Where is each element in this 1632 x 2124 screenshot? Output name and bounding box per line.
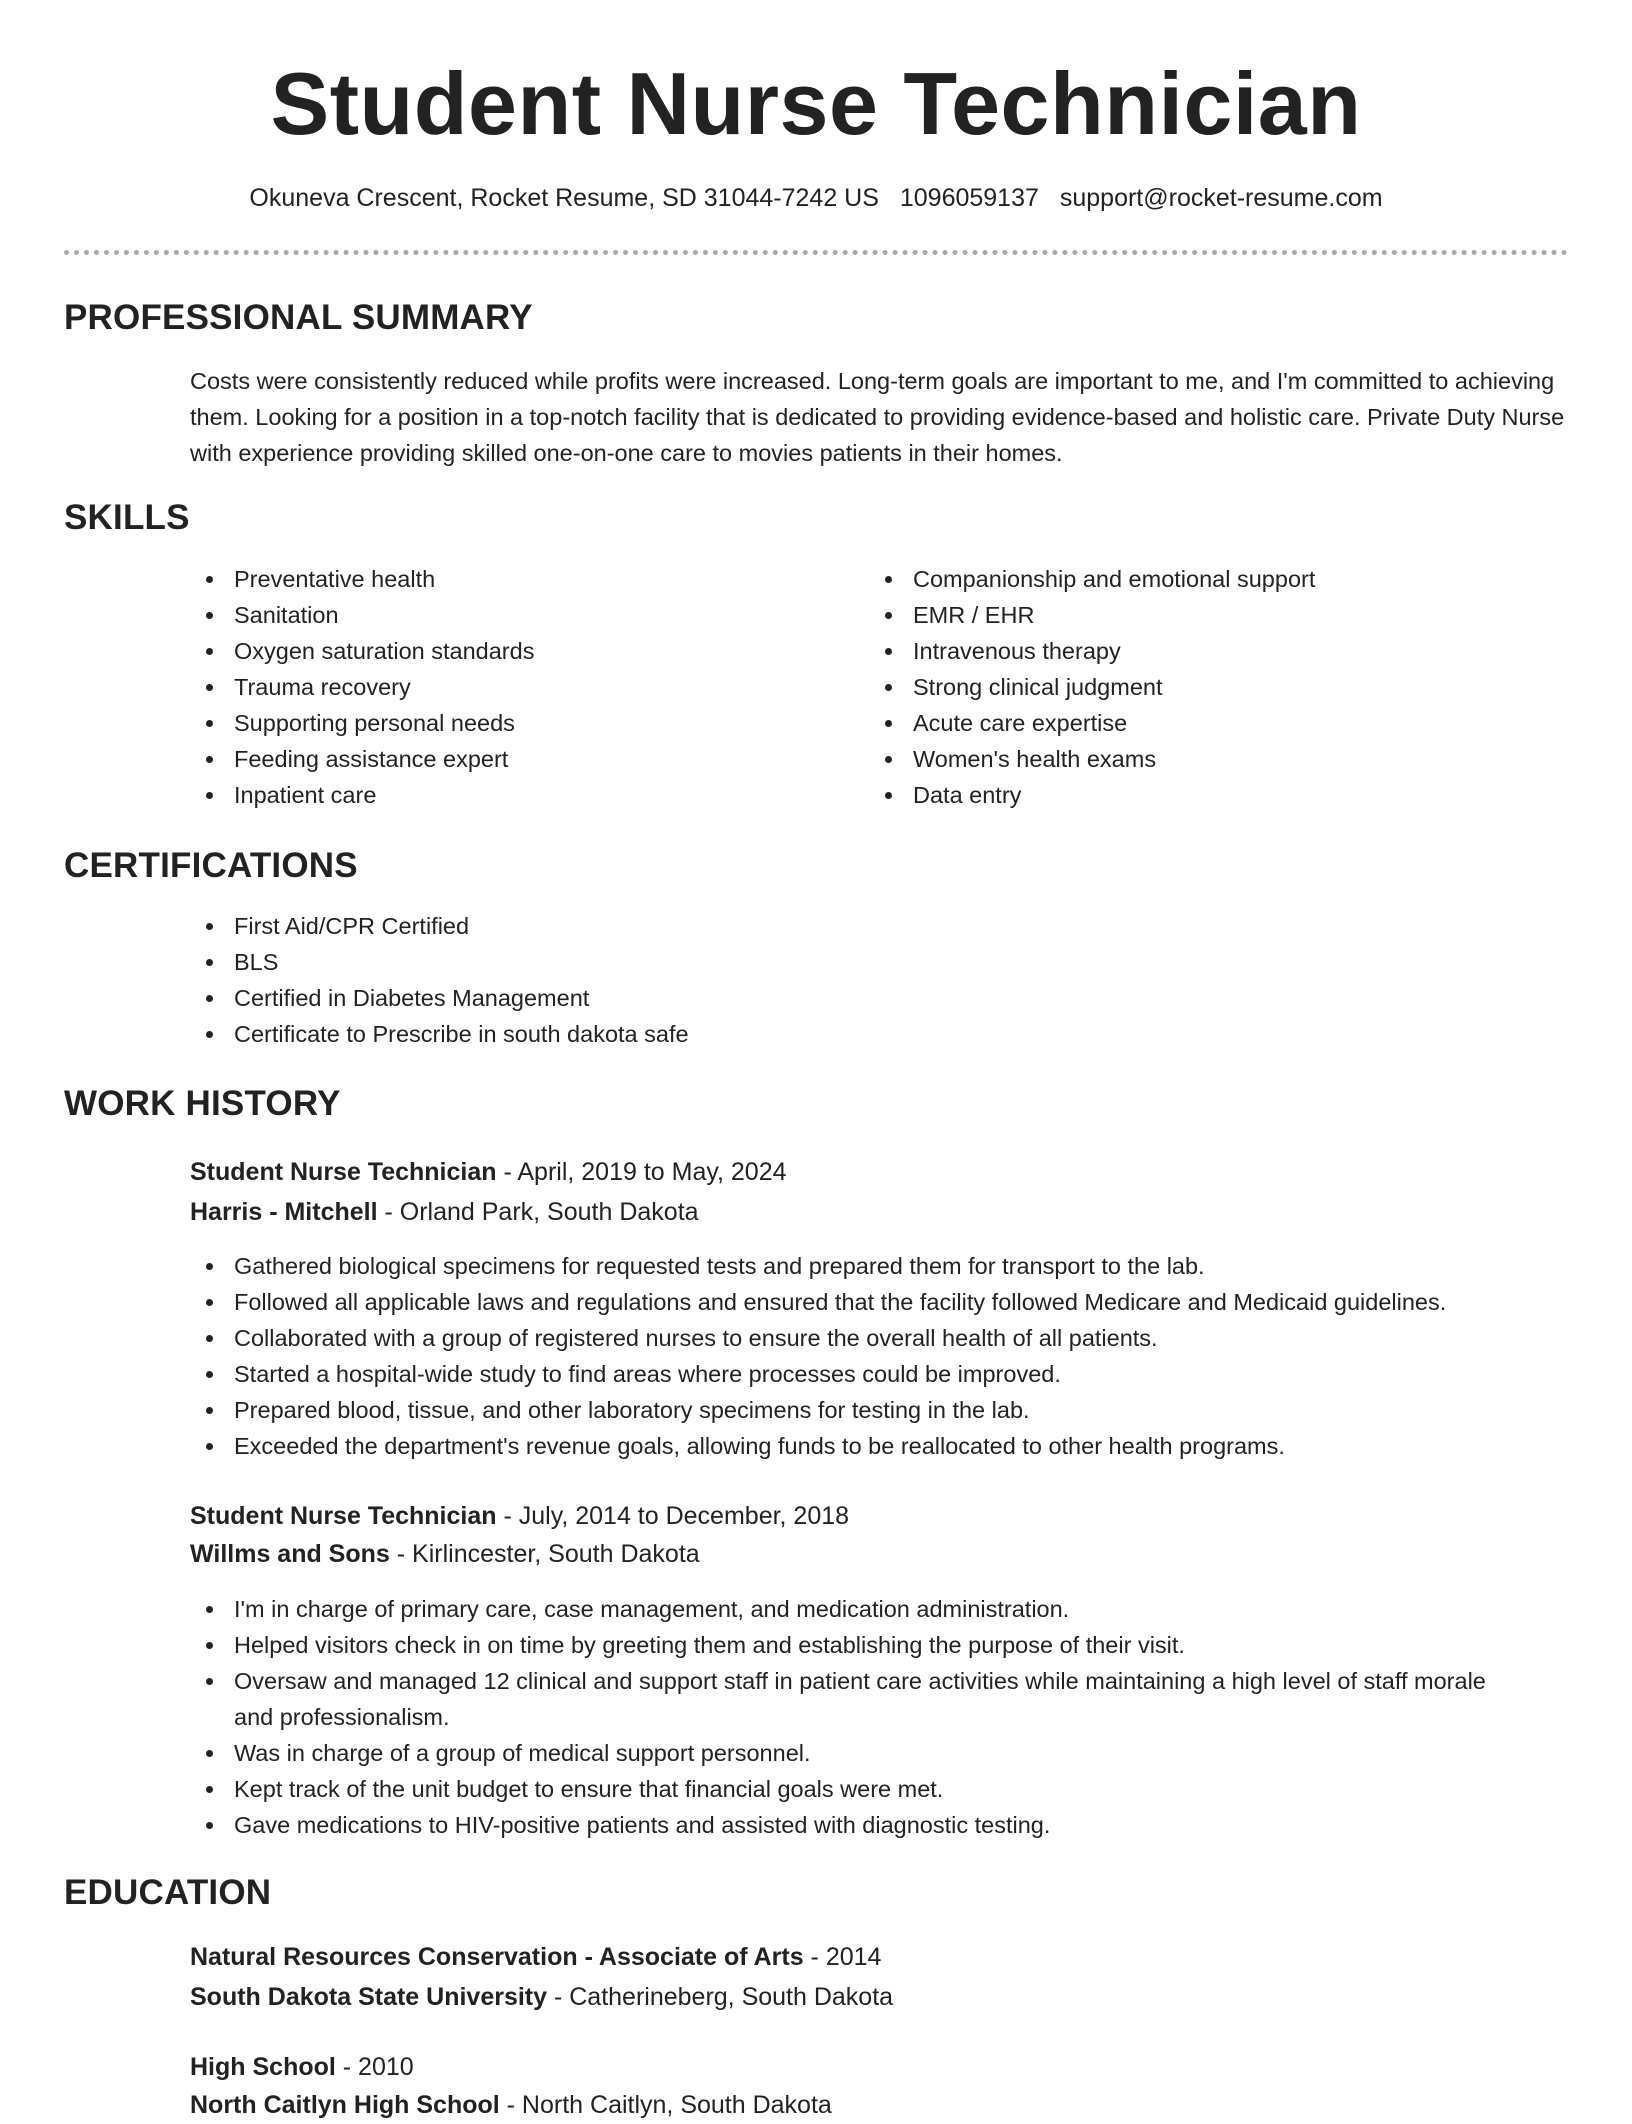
job-role: Student Nurse Technician (190, 1158, 497, 1186)
contact-line (0, 180, 1632, 216)
certifications-list (190, 908, 1570, 1052)
list-item: Exceeded the department's revenue goals, allowing funds to be reallocated to other health programs. (190, 1428, 1570, 1464)
list-item: Data entry (869, 777, 1549, 813)
list-item: Inpatient care (190, 777, 830, 813)
education-year: - 2014 (803, 1943, 882, 1971)
list-item: Started a hospital-wide study to find areas where processes could be improved. (190, 1356, 1570, 1392)
job-duties-list (190, 1591, 1510, 1843)
list-item: Companionship and emotional support (869, 561, 1549, 597)
header-divider (64, 250, 1568, 255)
list-item: First Aid/CPR Certified (190, 908, 1570, 944)
education-degree-line (190, 1938, 881, 1976)
skills-list-right (869, 561, 1549, 813)
summary-heading: PROFESSIONAL SUMMARY (64, 298, 533, 337)
list-item: Women's health exams (869, 741, 1549, 777)
education-year: - 2010 (335, 2053, 414, 2081)
list-item: Certificate to Prescribe in south dakota safe (190, 1016, 1570, 1052)
skills-list-left (190, 561, 830, 813)
candidate-name: Student Nurse Technician (270, 54, 1362, 153)
education-location: - North Caitlyn, South Dakota (499, 2091, 832, 2119)
education-school-line (190, 1978, 893, 2016)
job-dates: - April, 2019 to May, 2024 (496, 1158, 787, 1186)
education-school-line (190, 2086, 832, 2124)
job-company: Willms and Sons (190, 1540, 390, 1568)
list-item: EMR / EHR (869, 597, 1549, 633)
education-school: North Caitlyn High School (190, 2091, 500, 2119)
list-item: Gathered biological specimens for requested tests and prepared them for transport to the lab. (190, 1248, 1570, 1284)
job-dates: - July, 2014 to December, 2018 (496, 1502, 850, 1530)
list-item: Strong clinical judgment (869, 669, 1549, 705)
job-role: Student Nurse Technician (190, 1502, 497, 1530)
job-location: - Kirlincester, South Dakota (389, 1540, 700, 1568)
list-item: Oversaw and managed 12 clinical and support staff in patient care activities while maintaining a high level of staff morale and professionalism. (190, 1663, 1510, 1735)
summary-text: Costs were consistently reduced while profits were increased. Long-term goals are important to me, and I'm committed to achieving them. Looking for a position in a top-notch facility that is dedicated to providing evidence-based and holistic care. Private Duty Nurse with experience providing skilled one-on-one care to movies patients in their homes. (190, 368, 1565, 466)
list-item: Certified in Diabetes Management (190, 980, 1570, 1016)
list-item: Collaborated with a group of registered nurses to ensure the overall health of all patients. (190, 1320, 1570, 1356)
list-item: Acute care expertise (869, 705, 1549, 741)
address: Okuneva Crescent, Rocket Resume, SD 31044-7242 US (249, 184, 879, 212)
list-item: Feeding assistance expert (190, 741, 830, 777)
job-location: - Orland Park, South Dakota (377, 1198, 699, 1226)
work-history-heading: WORK HISTORY (64, 1084, 341, 1123)
list-item: Was in charge of a group of medical support personnel. (190, 1735, 1510, 1771)
list-item: I'm in charge of primary care, case management, and medication administration. (190, 1591, 1510, 1627)
list-item: Trauma recovery (190, 669, 830, 705)
list-item: Prepared blood, tissue, and other laboratory specimens for testing in the lab. (190, 1392, 1570, 1428)
list-item: Sanitation (190, 597, 830, 633)
list-item: Helped visitors check in on time by greeting them and establishing the purpose of their visit. (190, 1627, 1510, 1663)
job-duties-list (190, 1248, 1570, 1464)
education-heading: EDUCATION (64, 1873, 272, 1912)
list-item: Supporting personal needs (190, 705, 830, 741)
education-degree: High School (190, 2053, 336, 2081)
job-company-line (190, 1193, 699, 1231)
skills-heading: SKILLS (64, 498, 190, 537)
education-degree-line (190, 2048, 414, 2086)
certifications-heading: CERTIFICATIONS (64, 846, 358, 885)
list-item: Preventative health (190, 561, 830, 597)
list-item: Intravenous therapy (869, 633, 1549, 669)
list-item: Kept track of the unit budget to ensure that financial goals were met. (190, 1771, 1510, 1807)
job-title-line (190, 1153, 787, 1191)
job-title-line (190, 1497, 849, 1535)
education-school: South Dakota State University (190, 1983, 548, 2011)
list-item: Followed all applicable laws and regulations and ensured that the facility followed Medicare and Medicaid guidelines. (190, 1284, 1570, 1320)
list-item: BLS (190, 944, 1570, 980)
email: support@rocket-resume.com (1059, 184, 1383, 212)
phone: 1096059137 (899, 184, 1039, 212)
list-item: Oxygen saturation standards (190, 633, 830, 669)
education-degree: Natural Resources Conservation - Associate of Arts (190, 1943, 804, 1971)
job-company: Harris - Mitchell (190, 1198, 378, 1226)
list-item: Gave medications to HIV-positive patients and assisted with diagnostic testing. (190, 1807, 1510, 1843)
education-location: - Catherineberg, South Dakota (547, 1983, 894, 2011)
job-company-line (190, 1535, 700, 1573)
